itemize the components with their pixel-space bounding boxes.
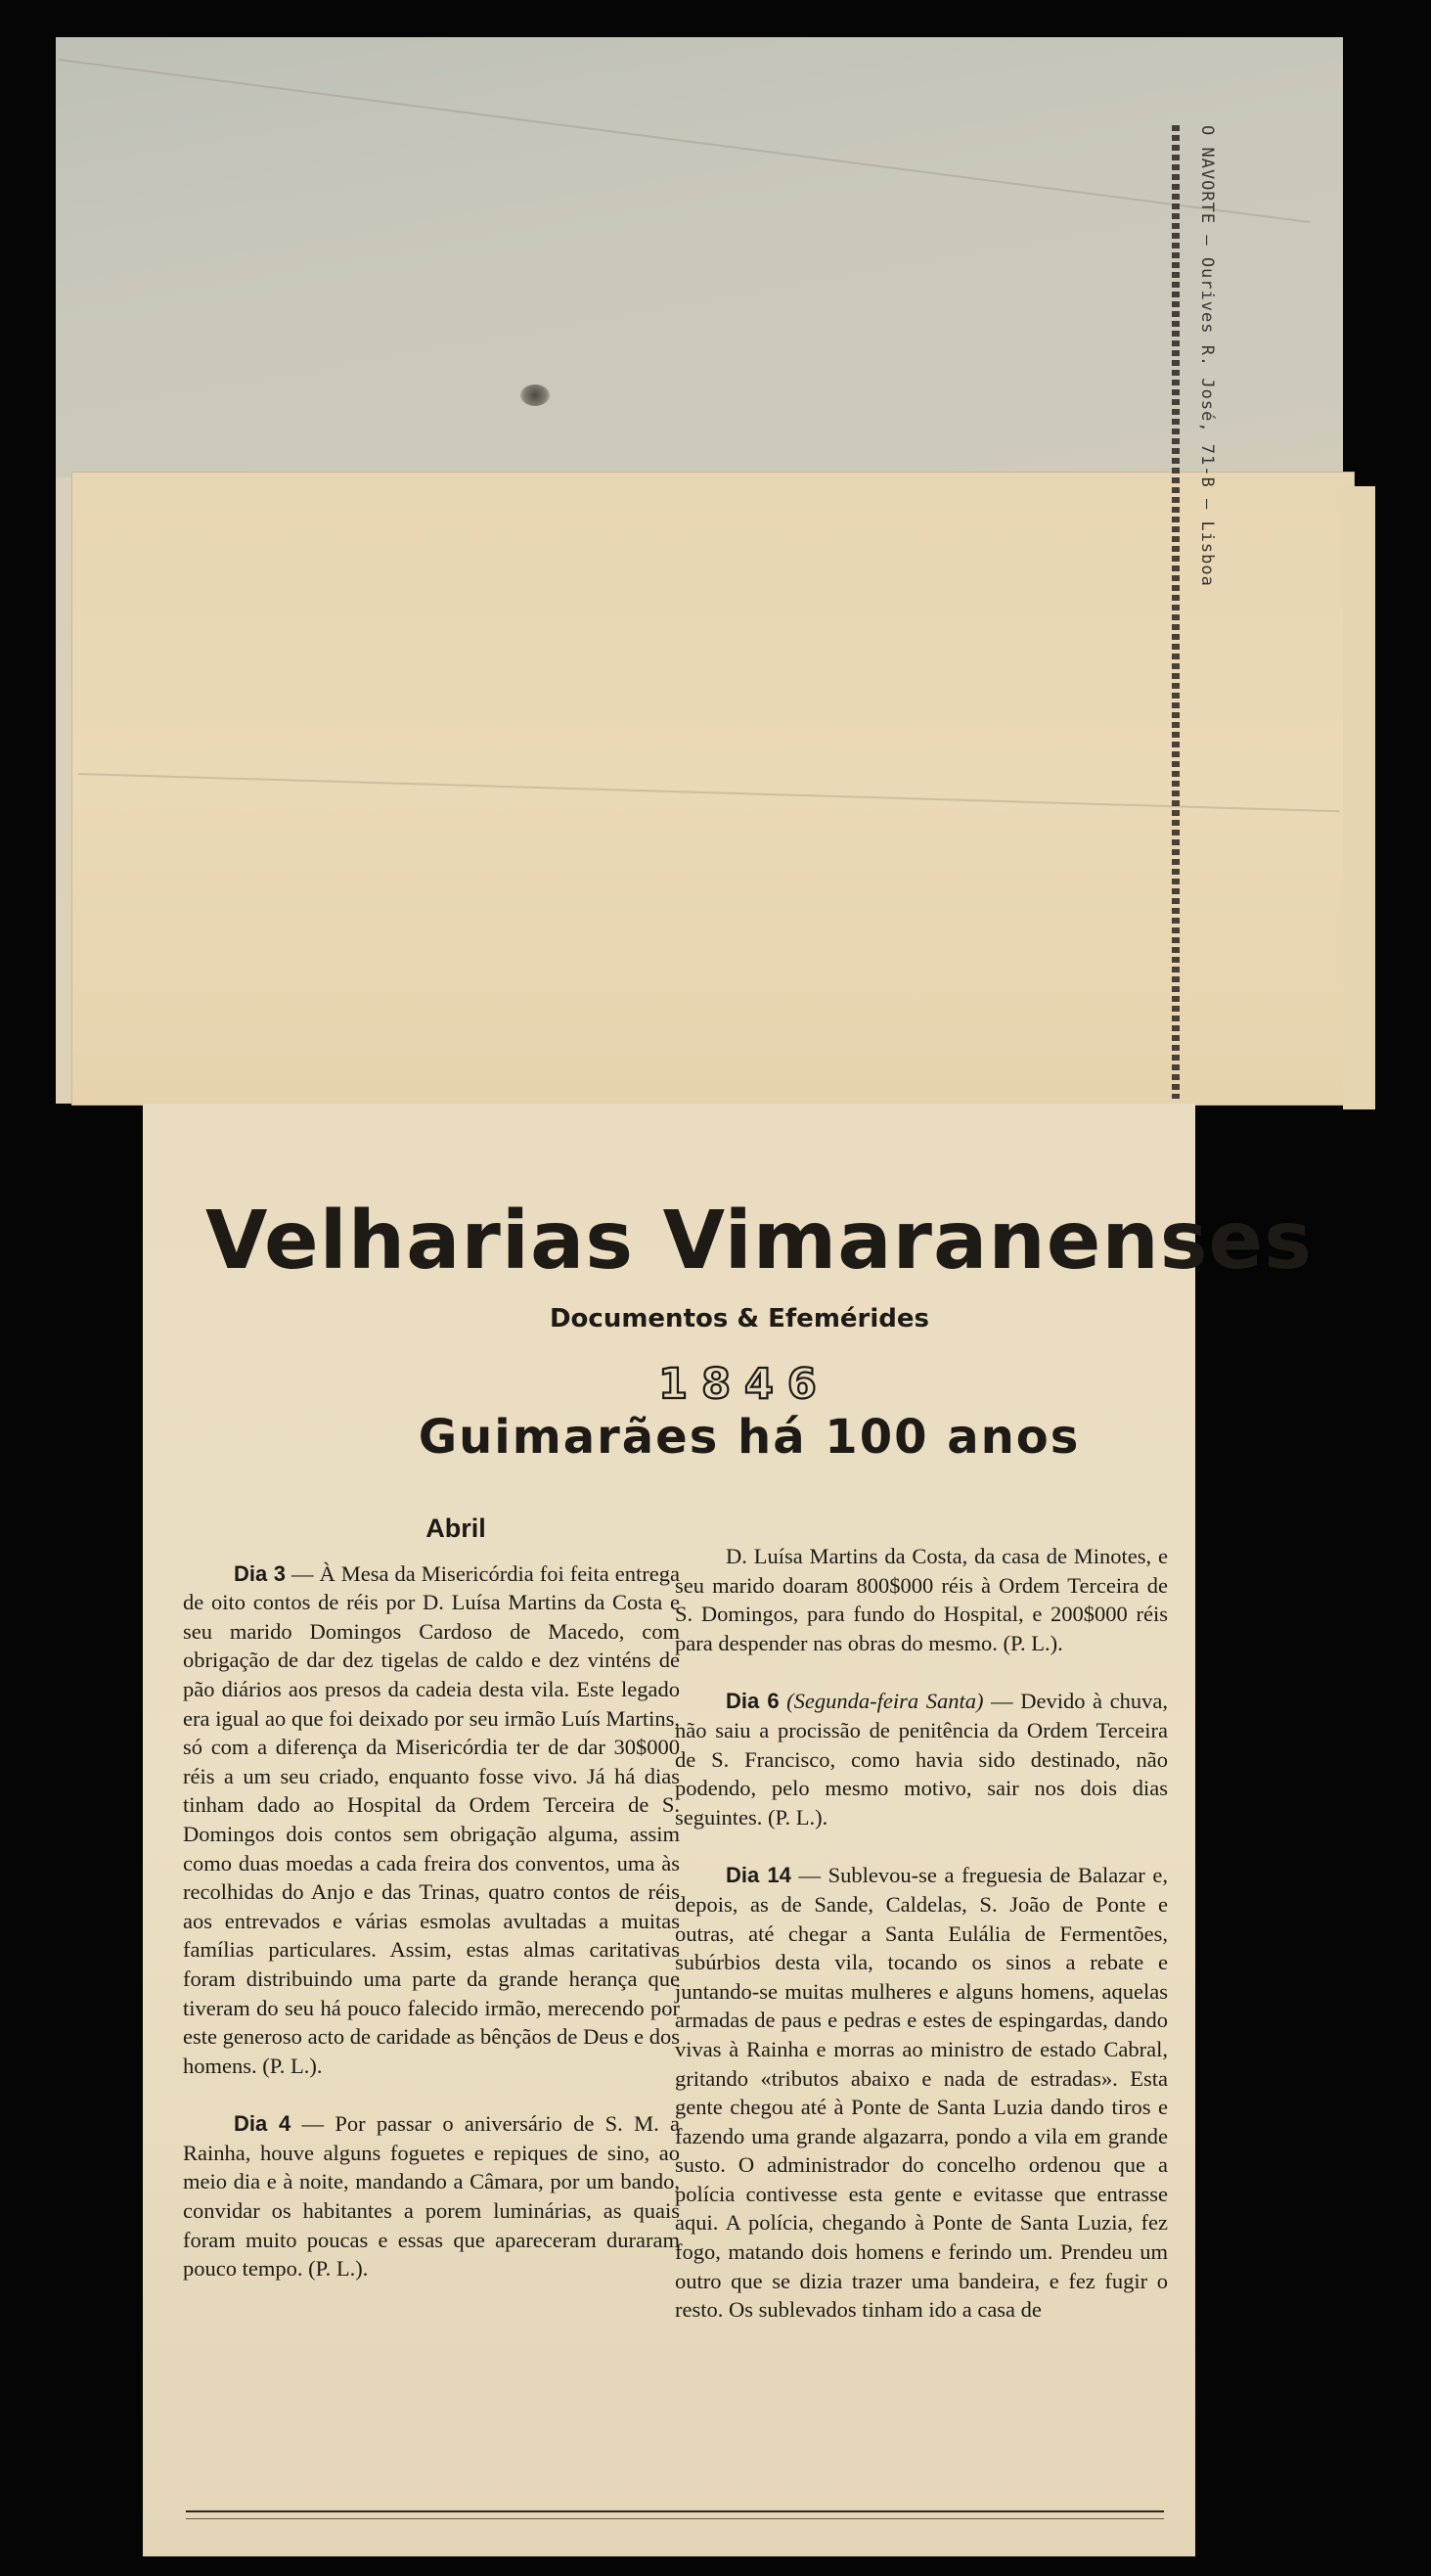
- bottom-rule: [186, 2518, 1164, 2519]
- right-column: [675, 1542, 1168, 2354]
- entry-paragraph: [675, 1687, 1168, 1831]
- entry-text: — À Mesa da Misericórdia foi feita entrega de oito contos de réis por D. Luísa Martins da Costa e seu marido Domingos Cardoso de Macedo, com obrigação de dar dez tigelas de caldo e dez vinténs de pão diários aos presos da cadeia desta vila. Este legado era igual ao que foi deixado por seu irmão Luís Martins, só com a diferença da Misericórdia ter de dar 30$000 réis a um seu criado, enquanto fosse vivo. Já há dias tinham dado ao Hospital da Ordem Terceira de S. Domingos dois contos sem obrigação alguma, assim como duas moedas a cada freira dos conventos, uma às recolhidas do Anjo e das Trinas, quatro contos de réis aos entrevados e várias esmolas avultadas a muitas famílias particulares. Assim, estas almas caritativas foram distribuindo uma parte da grande herança que tiveram do seu há pouco falecido irmão, merecendo por este generoso acto de caridade as bênçãos de Deus e dos homens. (P. L.).: [183, 1560, 680, 2078]
- entry-text: — Por passar o aniversário de S. M. a Rainha, houve alguns foguetes e repiques de sino, ao meio dia e à noite, mandando a Câmara, por um bando, convidar os habitantes a porem luminárias, as quais foram muito poucas e essas que apareceram duraram pouco tempo. (P. L.).: [183, 2111, 680, 2282]
- wrapper-band: [71, 472, 1355, 1106]
- clipping-year: 1846: [658, 1360, 830, 1409]
- printer-imprint: O NAVORTE — Ourives R. José, 71-B — Lisboa: [1197, 125, 1217, 587]
- entry-text: — Devido à chuva, não saiu a procissão de penitência da Ordem Terceira de S. Francisco, como havia sido destinado, não podendo, pelo mesmo motivo, sair nos dois dias seguintes. (P. L.).: [675, 1689, 1168, 1830]
- entry-text: D. Luísa Martins da Costa, da casa de Minotes, e seu marido doaram 800$000 réis à Ordem Terceira de S. Domingos, para fundo do Hospital, e 200$000 réis para despender nas obras do mesmo. (P. L.).: [675, 1544, 1168, 1655]
- entry-paragraph: [675, 1861, 1168, 2325]
- clipping-subtitle-small: Documentos & Efemérides: [549, 1304, 930, 1333]
- entry-paragraph: [183, 1559, 680, 2081]
- entry-paragraph: [183, 2109, 680, 2283]
- clipping-subtitle-large: Guimarães há 100 anos: [418, 1410, 1081, 1465]
- entry-day: Dia 4: [234, 2111, 291, 2137]
- entry-day: Dia 3: [234, 1560, 286, 1586]
- wrapper-upper-fold: [56, 37, 1343, 477]
- perforation-line: [1172, 125, 1180, 1099]
- bottom-rule: [186, 2510, 1164, 2512]
- entry-text: — Sublevou-se a freguesia de Balazar e, depois, as de Sande, Caldelas, S. João de Ponte e outras, até chegar a Santa Eulália de Fermentões, subúrbios desta vila, tocando os sinos a rebate e juntando-se muitas mulheres e alguns homens, aquelas armadas de paus e pedras e estes de espingardas, dando vivas à Rainha e morras ao ministro de estado Cabral, gritando «tributos abaixo e nada de estradas». Esta gente chegou até à Ponte de Santa Luzia dando tiros e fazendo uma grande algazarra, pondo a vila em grande susto. O administrador do concelho ordenou que a polícia contivesse esta gente e evitasse que entrasse aqui. A polícia, chegando à Ponte de Santa Luzia, fez fogo, matando dois homens e ferindo um. Prendeu um outro que se dizia trazer uma bandeira, e fez fugir o resto. Os sublevados tinham ido a casa de: [675, 1863, 1168, 2323]
- wrapper-tab: [1343, 486, 1375, 1109]
- left-column: [183, 1514, 680, 2313]
- entry-italic-note: (Segunda-feira Santa): [779, 1689, 984, 1714]
- ink-stain: [520, 384, 550, 406]
- entry-day: Dia 14: [726, 1863, 791, 1888]
- entry-paragraph: [675, 1542, 1168, 1657]
- section-title: Abril: [425, 1514, 486, 1543]
- entry-day: Dia 6: [726, 1689, 780, 1714]
- newspaper-clipping: [143, 1104, 1313, 2556]
- clipping-title: Velharias Vimaranenses: [205, 1195, 1313, 1288]
